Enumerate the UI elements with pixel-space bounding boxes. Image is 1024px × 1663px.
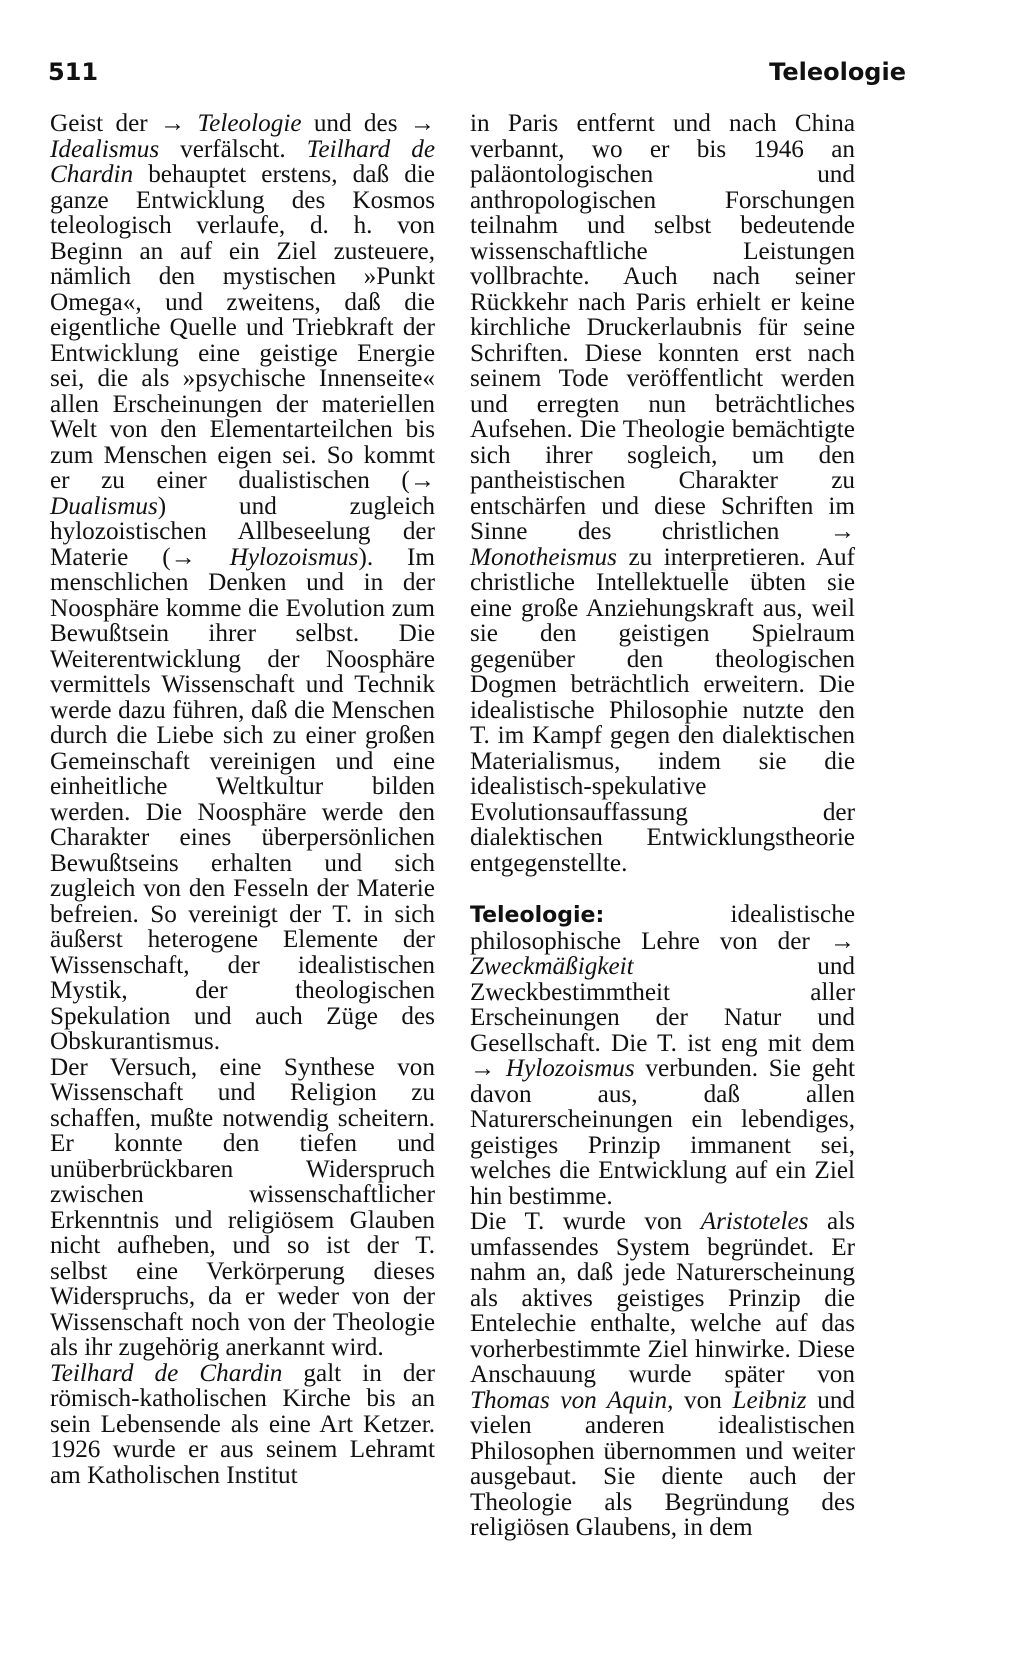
- text-run: in Paris entfernt und nach China verbannt, wo er bis 1946 an paläontologischen und anthropologischen Forschungen teilnahm und selbst bedeutende wissenschaftliche Leistungen vollbrachte. Auch nach seiner Rückkehr nach Paris erhielt er keine kirchliche Druckerlaubnis für seine Schriften. Diese konnten erst nach seinem Tode veröffentlicht werden und erregten nun beträchtliches Aufsehen. Die Theologie bemächtigte sich ihrer sogleich, um den pantheistischen Charakter zu entschärfen und diese Schriften im Sinne des christlichen: [470, 110, 855, 545]
- arrow-icon: →: [409, 110, 436, 137]
- text-run: und Zweckbestimmtheit aller Erscheinungen der Natur und Gesellschaft. Die T. ist eng mit dem: [470, 953, 855, 1057]
- person-name: Teilhard de Chardin: [50, 1359, 283, 1387]
- paragraph-history: [470, 1209, 855, 1541]
- person-name: Thomas von Aquin,: [470, 1386, 674, 1414]
- text-run: als umfassendes System begründet. Er nahm an, daß jede Naturerscheinung als aktives geistiges Prinzip die Entelechie enthalte, welche auf das vorherbestimmte Ziel hinwirke. Diese Anschauung wurde später von: [470, 1208, 855, 1388]
- arrow-icon: →: [409, 467, 435, 494]
- cross-reference-zweckmaessigkeit[interactable]: Zweckmäßigkeit: [470, 953, 634, 980]
- arrow-icon: →: [170, 543, 196, 571]
- running-head: Teleologie: [769, 58, 906, 86]
- cross-reference-teleologie[interactable]: Teleologie: [197, 110, 302, 137]
- text-run: behauptet erstens, daß die ganze Entwicklung des Kosmos teleologisch verlaufe, d. h. von Beginn an auf ein Ziel zusteuere, nämlich den mystischen »Punkt Omega«, und zweitens, daß die eigentliche Quelle und Triebkraft der Entwicklung eine geistige Energie sei, die als »psychische Innenseite« allen Erscheinungen der materiellen Welt von den Elementarteilchen bis zum Menschen eigen sei. So kommt er zu einer dualistischen (: [50, 161, 435, 494]
- page-number: 511: [48, 58, 99, 86]
- cross-reference-dualismus[interactable]: Dualismus: [50, 492, 158, 520]
- paragraph-continuation: [470, 111, 855, 876]
- text-run: verfälscht.: [159, 135, 307, 163]
- text-run: galt in der römisch-katholischen Kirche bis an sein Lebensende als eine Art Ketzer. 1926 wurde er aus seinem Lehramt am Katholischen Institut: [50, 1359, 435, 1489]
- text-run: Die T. wurde von: [470, 1208, 701, 1235]
- right-column: [470, 111, 855, 1541]
- arrow-icon: →: [470, 1055, 496, 1082]
- text-run: idealistische philosophische Lehre von der: [470, 901, 855, 955]
- cross-reference-hylozoismus[interactable]: Hylozoismus: [505, 1055, 635, 1082]
- paragraph-heretic: [50, 1361, 435, 1489]
- cross-reference-idealismus[interactable]: Idealismus: [50, 135, 160, 163]
- person-name: Leibniz: [732, 1386, 807, 1414]
- arrow-icon: →: [829, 518, 855, 545]
- text-run: ). Im menschlichen Denken und in der Noosphäre komme die Evolution zum Bewußtsein ihrer selbst. Die Weiterentwicklung der Noosphäre vermittels Wissenschaft und Technik werde dazu führen, daß die Menschen durch die Liebe sich zu einer großen Gemeinschaft vereinigen und eine einheitliche Weltkultur bilden werden. Die Noosphäre werde den Charakter eines überpersönlichen Bewußtseins erhalten und sich zugleich von den Fesseln der Materie befreien. So vereinigt der T. in sich äußerst heterogene Elemente der Wissenschaft, der idealistischen Mystik, der theologischen Spekulation und auch Züge des Obskurantismus.: [50, 543, 435, 1055]
- text-run: zu interpretieren. Auf christliche Intellektuelle übten sie eine große Anziehungskraft aus, weil sie den geistigen Spielraum gegenüber den theologischen Dogmen beträchtlich erweitern. Die idealistische Philosophie nutzte den T. im Kampf gegen den dialektischen Materialismus, indem sie die idealistisch-spekulative Evolutionsauffassung der dialektischen Entwicklungstheorie entgegenstellte.: [470, 543, 855, 877]
- arrow-icon: →: [159, 110, 186, 137]
- text-run: und vielen anderen idealistischen Philosophen übernommen und weiter ausgebaut. Sie diente auch der Theologie als Begründung des religiösen Glaubens, in dem: [470, 1386, 856, 1541]
- person-name: Teilhard de Chardin: [50, 135, 435, 188]
- cross-reference-monotheismus[interactable]: Monotheismus: [470, 543, 617, 571]
- paragraph-synthesis: Der Versuch, eine Synthese von Wissenschaft und Religion zu schaffen, mußte notwendig scheitern. Er konnte den tiefen und unüberbrückbaren Widerspruch zwischen wissenschaftlicher Erkenntnis und religiösem Glauben nicht aufheben, und so ist der T. selbst eine Verkörperung dieses Widerspruchs, da er weder von der Wissenschaft noch von der Theologie als ihr zugehörig anerkannt wird.: [50, 1053, 435, 1361]
- person-name: Aristoteles: [700, 1208, 809, 1235]
- entry-headword: Teleologie:: [470, 903, 605, 928]
- text-run: Geist der: [50, 110, 160, 137]
- text-run: verbunden. Sie geht davon aus, daß allen Naturerscheinungen ein lebendiges, geistiges Prinzip immanent sei, welches die Entwicklung auf ein Ziel hin bestimme.: [470, 1055, 856, 1210]
- dictionary-entry-teleologie: [470, 902, 855, 1209]
- paragraph-teilhard-critique: [50, 111, 435, 1055]
- arrow-icon: →: [829, 927, 855, 955]
- text-run: von: [673, 1386, 733, 1414]
- left-column: [50, 111, 435, 1488]
- text-run: ) und zugleich hylozoistischen Allbeseelung der Materie (: [50, 492, 435, 571]
- text-run: und des: [301, 110, 410, 137]
- cross-reference-hylozoismus[interactable]: Hylozoismus: [229, 543, 359, 571]
